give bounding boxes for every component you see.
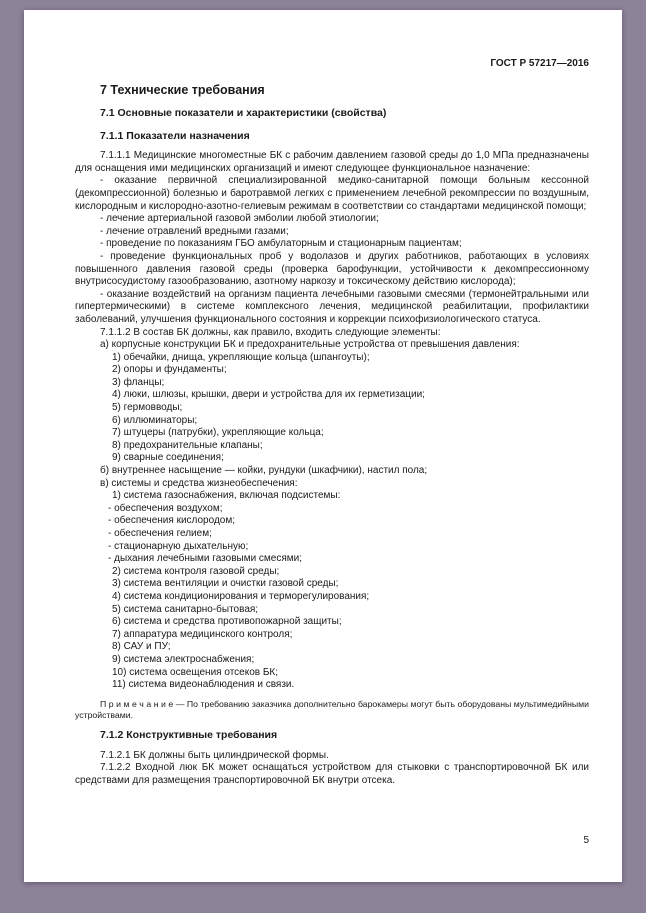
section-heading: 7.1.2 Конструктивные требования	[100, 729, 278, 742]
paragraph: 11) система видеонаблюдения и связи.	[112, 679, 295, 691]
section-heading: 7.1.1 Показатели назначения	[100, 129, 250, 142]
paragraph: 2) опоры и фундаменты;	[112, 364, 227, 376]
paragraph: - оказание воздействий на организм пациента лечебными газовыми смесями (термонейтральными или гипертермическими) в системе комплексного лечения, медицинской реабилитации, профилактики заболеваний, улучшения функционального состояния и коррекции психофизиологического статуса.	[75, 288, 589, 325]
document-content	[75, 83, 589, 787]
paragraph: 6) система и средства противопожарной защиты;	[112, 616, 342, 628]
paragraph: 1) обечайки, днища, укрепляющие кольца (шпангоуты);	[112, 351, 370, 363]
section-heading: 7 Технические требования	[100, 83, 265, 97]
paragraph: 9) сварные соединения;	[112, 452, 224, 464]
paragraph: 7) аппаратура медицинского контроля;	[112, 628, 293, 640]
paragraph: 4) люки, шлюзы, крышки, двери и устройства для их герметизации;	[112, 389, 425, 401]
paragraph: - дыхания лечебными газовыми смесями;	[108, 553, 303, 565]
paragraph: - обеспечения воздухом;	[108, 502, 223, 514]
paragraph: - обеспечения кислородом;	[108, 515, 235, 527]
paragraph: 3) фланцы;	[112, 376, 165, 388]
document-standard-number: ГОСТ Р 57217—2016	[490, 58, 589, 69]
paragraph: а) корпусные конструкции БК и предохранительные устройства от превышения давления:	[100, 339, 520, 351]
paragraph: 3) система вентиляции и очистки газовой среды;	[112, 578, 339, 590]
paragraph: 8) предохранительные клапаны;	[112, 439, 263, 451]
paragraph: - обеспечения гелием;	[108, 528, 212, 539]
document-page	[24, 10, 622, 882]
paragraph: 7) штуцеры (патрубки), укрепляющие кольца;	[112, 427, 324, 439]
paragraph: 7.1.1.2 В состав БК должны, как правило, входить следующие элементы:	[100, 326, 441, 338]
paragraph: 2) система контроля газовой среды;	[112, 565, 280, 577]
paragraph: - лечение отравлений вредными газами;	[100, 225, 289, 237]
paragraph: б) внутреннее насыщение — койки, рундуки (шкафчики), настил пола;	[100, 465, 428, 477]
paragraph: 4) система кондиционирования и терморегулирования;	[112, 590, 370, 602]
paragraph: - оказание первичной специализированной медико-санитарной помощи больным кессонной (декомпрессионной) болезнью и баротравмой легких с применением лечебной рекомпрессии по воздушным, кислородным и кислородно-азотно-гелиевым режимам в соответствии со стандартами медицинской помощи;	[75, 175, 589, 212]
paragraph: 7.1.2.2 Входной люк БК может оснащаться устройством для стыковки с транспортировочной БК или средствами для размещения транспортировочной БК внутри отсека.	[75, 762, 589, 786]
paragraph: 5) система санитарно-бытовая;	[112, 603, 259, 615]
paragraph: - лечение артериальной газовой эмболии любой этиологии;	[100, 213, 379, 225]
paragraph: 7.1.2.1 БК должны быть цилиндрической формы.	[100, 749, 329, 761]
paragraph: 1) система газоснабжения, включая подсистемы:	[112, 490, 341, 502]
paragraph: 10) система освещения отсеков БК;	[112, 666, 279, 678]
note-paragraph: П р и м е ч а н и е — По требованию заказчика дополнительно барокамеры могут быть оборудованы мультимедийными устройствами.	[75, 698, 589, 721]
paragraph: в) системы и средства жизнеобеспечения:	[100, 477, 298, 489]
paragraph: - проведение функциональных проб у водолазов и других работников, работающих в условиях повышенного давления газовой среды (проверка барофункции, устойчивости к декомпрессионному внутрисосудистому газообразованию, азотному наркозу и токсическому действию кислорода);	[75, 250, 589, 288]
paragraph: 9) система электроснабжения;	[112, 653, 255, 665]
paragraph: 6) иллюминаторы;	[112, 414, 198, 426]
page-number: 5	[583, 835, 589, 846]
section-heading: 7.1 Основные показатели и характеристики (свойства)	[100, 106, 387, 119]
paragraph: 8) САУ и ПУ;	[112, 641, 171, 653]
paragraph: - стационарную дыхательную;	[108, 540, 249, 552]
paragraph: 7.1.1.1 Медицинские многоместные БК с рабочим давлением газовой среды до 1,0 МПа предназначены для оснащения ими медицинских организаций и имеют следующее функциональное назначение:	[75, 150, 589, 174]
paragraph: 5) гермовводы;	[112, 402, 183, 414]
paragraph: - проведение по показаниям ГБО амбулаторным и стационарным пациентам;	[100, 238, 462, 250]
